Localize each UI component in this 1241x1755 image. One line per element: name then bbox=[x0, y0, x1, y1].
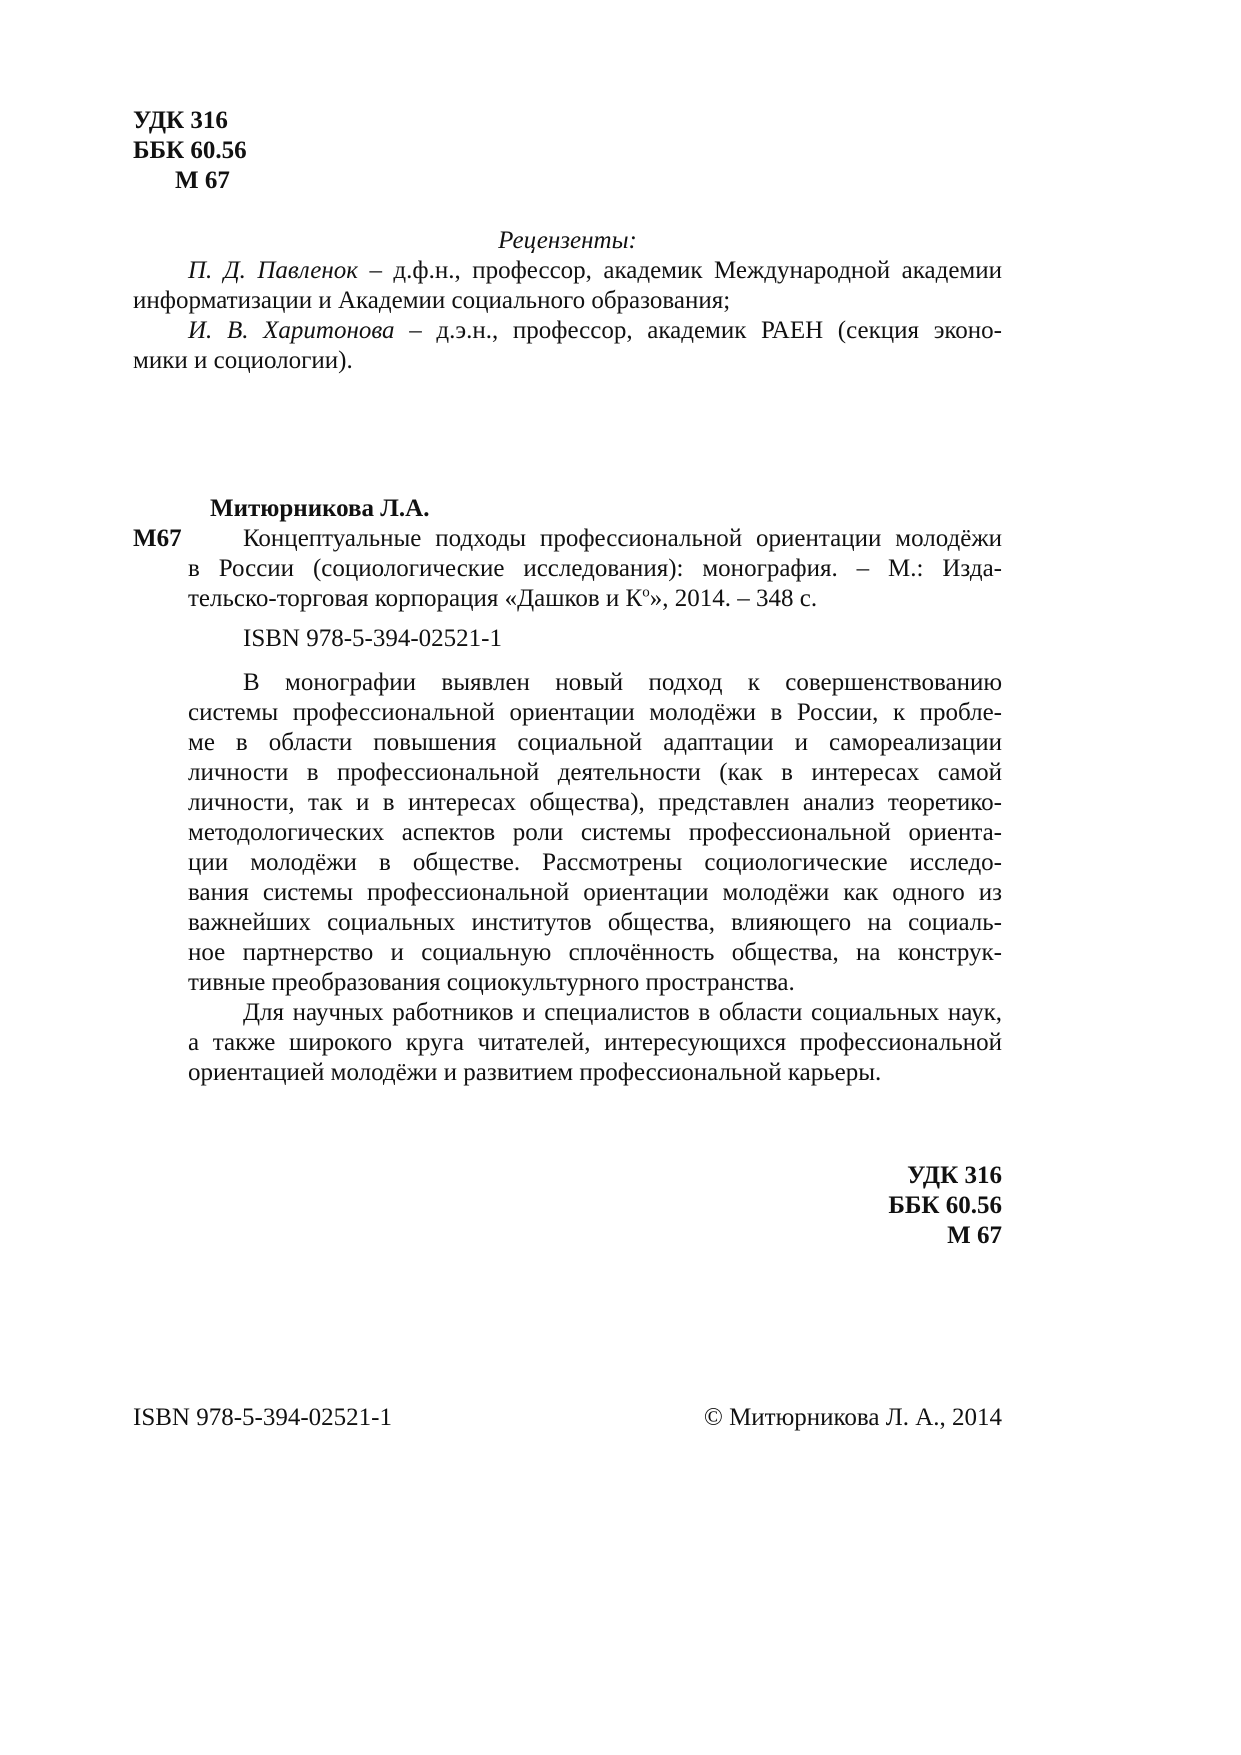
abstract-line: ции молодёжи в обществе. Рассмотрены социологические исследо- bbox=[188, 849, 1002, 876]
reviewers-title: Рецензенты: bbox=[498, 227, 637, 254]
udk-code: УДК 316 bbox=[907, 1162, 1002, 1189]
author-sign: М 67 bbox=[947, 1222, 1002, 1249]
footer-copyright: © Митюрникова Л. А., 2014 bbox=[703, 1404, 1002, 1431]
reviewer-1-line: информатизации и Академии социального образования; bbox=[133, 287, 731, 314]
abstract-line: тивные преобразования социокультурного пространства. bbox=[188, 969, 795, 996]
entry-line: Концептуальные подходы профессиональной ориентации молодёжи bbox=[243, 525, 1002, 552]
classification-top bbox=[133, 106, 247, 196]
abstract bbox=[188, 668, 1002, 1088]
entry-sup: о bbox=[642, 584, 650, 601]
abstract-line: Для научных работников и специалистов в области социальных наук, bbox=[243, 999, 1002, 1026]
abstract-line: ме в области повышения социальной адаптации и самореализации bbox=[188, 729, 1002, 756]
author-sign: М 67 bbox=[175, 167, 230, 194]
entry-text: тельско-торговая корпорация «Дашков и К bbox=[188, 585, 643, 612]
abstract-line: ное партнерство и социальную сплочённость общества, на конструк- bbox=[188, 939, 1002, 966]
entry-author: Митюрникова Л.А. bbox=[210, 495, 430, 522]
reviewer-2-line: мики и социологии). bbox=[133, 347, 353, 374]
abstract-line: вания системы профессиональной ориентации молодёжи как одного из bbox=[188, 879, 1002, 906]
bbk-code: ББК 60.56 bbox=[888, 1192, 1002, 1219]
entry-line: в России (социологические исследования): монография. – М.: Изда- bbox=[188, 555, 1002, 582]
reviewer-1-name: П. Д. Павленок bbox=[188, 257, 359, 284]
abstract-line: В монографии выявлен новый подход к совершенствованию bbox=[243, 669, 1002, 696]
bibliographic-entry bbox=[188, 524, 1002, 654]
reviewer-2-name: И. В. Харитонова bbox=[188, 317, 395, 344]
abstract-line: важнейших социальных институтов общества, влияющего на социаль- bbox=[188, 909, 1002, 936]
footer-isbn: ISBN 978-5-394-02521-1 bbox=[133, 1404, 393, 1431]
classification-bottom bbox=[888, 1161, 1002, 1251]
abstract-line: системы профессиональной ориентации молодёжи в России, к пробле- bbox=[188, 699, 1002, 726]
entry-line bbox=[188, 584, 1002, 614]
abstract-line: ориентацией молодёжи и развитием профессиональной карьеры. bbox=[188, 1059, 882, 1086]
abstract-line: личности, так и в интересах общества), представлен анализ теоретико- bbox=[188, 789, 1002, 816]
reviewer-1-desc: – д.ф.н., профессор, академик Международной академии bbox=[358, 257, 1003, 284]
reviewer-2-line bbox=[133, 316, 1002, 346]
abstract-line: личности в профессиональной деятельности (как в интересах самой bbox=[188, 759, 1002, 786]
entry-isbn: ISBN 978-5-394-02521-1 bbox=[243, 625, 503, 652]
entry-code: М67 bbox=[133, 525, 182, 552]
bbk-code: ББК 60.56 bbox=[133, 137, 247, 164]
reviewer-1-line bbox=[133, 256, 1002, 286]
udk-code: УДК 316 bbox=[133, 107, 228, 134]
reviewers bbox=[133, 226, 1002, 376]
reviewer-2-desc: – д.э.н., профессор, академик РАЕН (секция эконо- bbox=[394, 317, 1003, 344]
entry-tail: », 2014. – 348 с. bbox=[649, 585, 818, 612]
abstract-line: а также широкого круга читателей, интересующихся профессиональной bbox=[188, 1029, 1002, 1056]
abstract-line: методологических аспектов роли системы профессиональной ориента- bbox=[188, 819, 1002, 846]
